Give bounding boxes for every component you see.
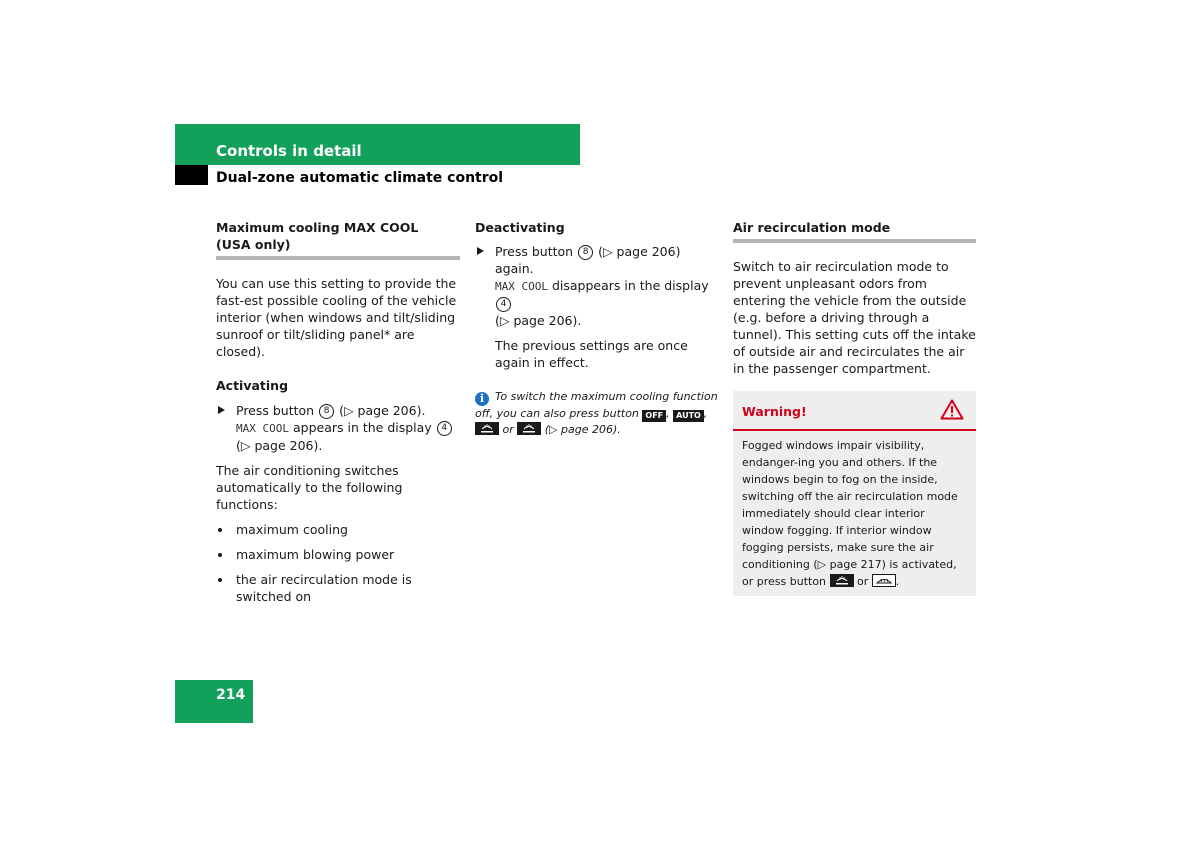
max-cool-intro: You can use this setting to provide the fast-est possible cooling of the vehicle interior (when windows and tilt/sliding sunroof or tilt/sliding panel* are closed). [216,276,457,359]
page-reference: (▷ page 206). [495,313,582,328]
info-note [475,389,718,437]
activating-heading: Activating [216,378,289,393]
display-number-badge: 4 [437,421,452,436]
column-recirculation [733,219,976,596]
warning-text: Fogged windows impair visibility, endanger-ing you and others. If the windows begin to fog on the inside, switching off the air recirculation mode immediately should clear interior window fogging. If interior window fogging persists, make sure the air conditioning (▷ page 217) is activated, or press button [742,439,958,588]
button-number-badge: 8 [578,245,593,260]
display-number-badge: 4 [496,297,511,312]
button-number-badge: 8 [319,404,334,419]
or-text: or [857,575,869,588]
page-reference: (▷ page 206). [339,403,426,418]
warning-body [733,431,976,596]
max-cool-heading-line2: (USA only) [216,237,291,252]
page-reference: (▷ page 206). [544,423,621,436]
display-line [475,277,718,329]
list-item: maximum blowing power [216,546,460,563]
list-item: the air recirculation mode is switched on [216,571,460,605]
front-defrost-key-icon [475,422,499,435]
display-text: disappears in the display [551,278,709,293]
deactivating-step [475,243,718,277]
off-key-icon: OFF [642,410,666,422]
display-text: appears in the display [292,420,432,435]
step-text: Press button [495,244,574,259]
separator: , [666,407,670,420]
recirculation-heading: Air recirculation mode [733,219,976,243]
max-cool-heading [216,219,460,260]
warning-triangle-icon [940,399,964,420]
front-defrost-key-icon [830,574,854,587]
or-text: or [502,423,514,436]
page-reference: (▷ page 206) again. [495,244,681,276]
separator: , [703,407,708,420]
display-code: MAX COOL [495,280,548,293]
info-icon: i [475,392,489,406]
previous-settings-text: The previous settings are once again in effect. [495,338,688,370]
warning-label: Warning! [742,404,807,419]
windshield-defrost-key-icon [872,574,896,587]
display-code: MAX COOL [236,422,289,435]
warning-box [733,391,976,596]
activating-step [216,402,460,419]
list-item: maximum cooling [216,521,460,538]
recirculation-body: Switch to air recirculation mode to prevent unpleasant odors from entering the vehicle from the outside (e.g. before a driving through a tunnel). This setting cuts off the intake of outside air and recirculates the air in the passenger compartment. [733,259,976,376]
deactivating-heading: Deactivating [475,220,565,235]
warning-header [733,391,976,431]
switches-text: The air conditioning switches automatically to the following functions: [216,463,403,512]
subsection-title: Dual-zone automatic climate control [216,170,504,186]
max-cool-heading-line1: Maximum cooling MAX COOL [216,220,419,235]
step-text: Press button [236,403,315,418]
column-deactivating [475,219,718,437]
max-defrost-key-icon [517,422,541,435]
page-number: 214 [216,687,246,703]
column-max-cool [216,219,460,605]
header-marker [175,165,208,185]
info-text: To switch the maximum cooling function off, you can also press button [475,390,718,420]
display-line [216,419,460,454]
period: . [895,575,900,588]
auto-key-icon: AUTO [673,410,704,422]
section-title: Controls in detail [216,142,362,160]
page-reference: (▷ page 206). [236,438,323,453]
